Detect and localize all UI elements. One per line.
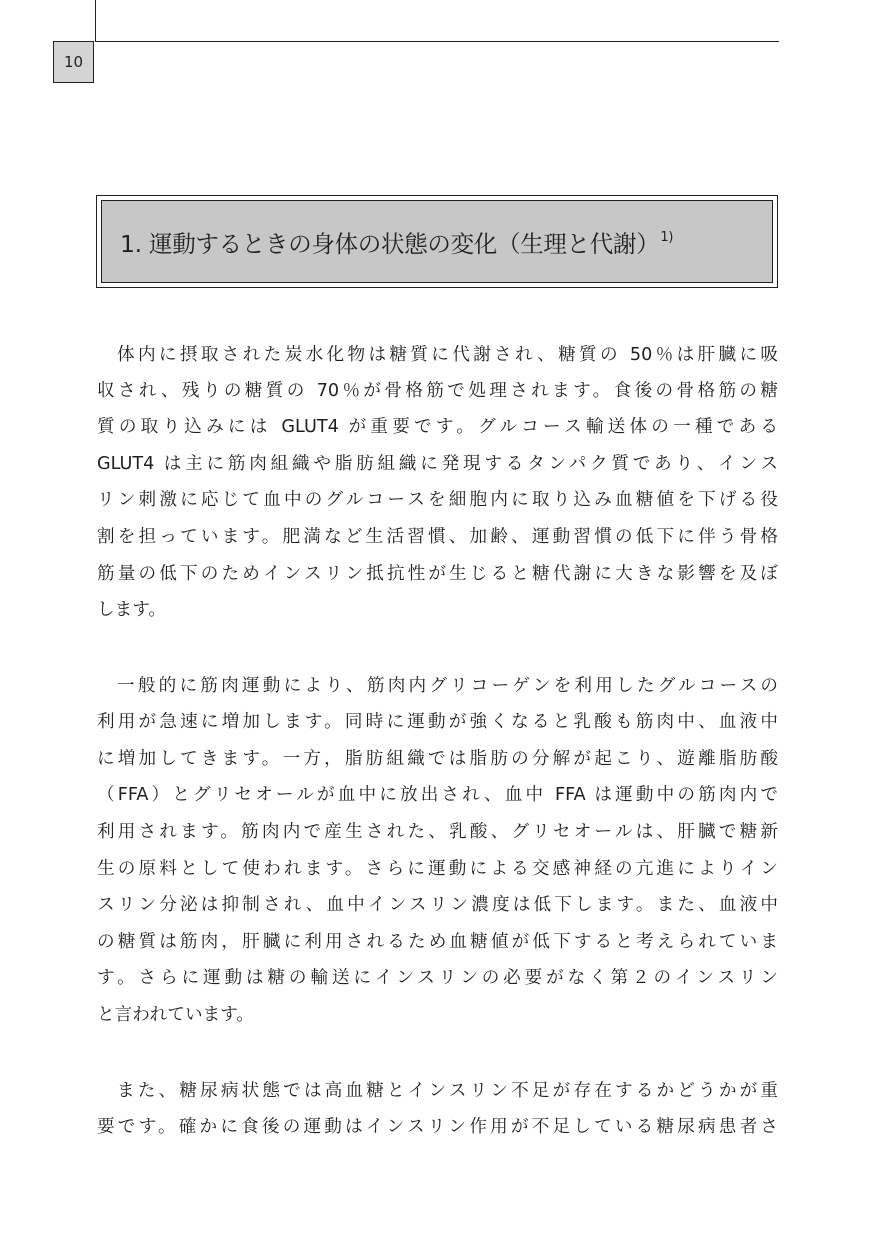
paragraph-1-line-3: 質の取り込みには GLUT4 が重要です。グルコース輸送体の一種である xyxy=(97,417,778,437)
section-title-text: 1. 運動するときの身体の状態の変化（生理と代謝） xyxy=(120,229,660,258)
paragraph-1-line-4: GLUT4 は主に筋肉組織や脂肪組織に発現するタンパク質であり、インス xyxy=(97,454,778,474)
paragraph-2-line-7: スリン分泌は抑制され、血中インスリン濃度は低下します。また、血液中 xyxy=(97,895,778,915)
header-vertical-rule xyxy=(95,0,96,42)
paragraph-2-line-2: 利用が急速に増加します。同時に運動が強くなると乳酸も筋肉中、血液中 xyxy=(97,712,778,732)
paragraph-1-line-5: リン刺激に応じて血中のグルコースを細胞内に取り込み血糖値を下げる役 xyxy=(97,490,778,510)
section-title-box xyxy=(96,195,778,288)
paragraph-2-line-6: 生の原料として使われます。さらに運動による交感神経の亢進によりイン xyxy=(97,859,778,879)
paragraph-2-line-8: の糖質は筋肉，肝臓に利用されるため血糖値が低下すると考えられていま xyxy=(97,932,778,952)
paragraph-1-line-6: 割を担っています。肥満など生活習慣、加齢、運動習慣の低下に伴う骨格 xyxy=(97,527,778,547)
paragraph-1-line-2: 収され、残りの糖質の 70％が骨格筋で処理されます。食後の骨格筋の糖 xyxy=(97,381,778,401)
paragraph-3-line-2: 要です。確かに食後の運動はインスリン作用が不足している糖尿病患者さ xyxy=(97,1117,778,1137)
header-horizontal-rule xyxy=(95,41,779,42)
paragraph-1-line-7: 筋量の低下のためインスリン抵抗性が生じると糖代謝に大きな影響を及ぼ xyxy=(97,564,778,584)
paragraph-2-line-1: 一般的に筋肉運動により、筋肉内グリコーゲンを利用したグルコースの xyxy=(117,676,778,696)
page-number: 10 xyxy=(53,41,94,83)
paragraph-2-line-9: す。さらに運動は糖の輸送にインスリンの必要がなく第２のインスリン xyxy=(97,968,778,988)
paragraph-2-line-10: と言われています。 xyxy=(97,1005,254,1025)
paragraph-1-line-8: します。 xyxy=(97,600,166,620)
paragraph-1-line-1: 体内に摂取された炭水化物は糖質に代謝され、糖質の 50％は肝臓に吸 xyxy=(117,345,778,365)
section-title-reference: 1) xyxy=(660,229,674,245)
paragraph-3-line-1: また、糖尿病状態では高血糖とインスリン不足が存在するかどうかが重 xyxy=(117,1081,778,1101)
section-title xyxy=(120,225,673,259)
paragraph-2-line-3: に増加してきます。一方，脂肪組織では脂肪の分解が起こり、遊離脂肪酸 xyxy=(97,749,778,769)
section-title-inner xyxy=(101,200,773,283)
paragraph-2-line-4: （FFA）とグリセオールが血中に放出され、血中 FFA は運動中の筋肉内で xyxy=(97,785,778,805)
paragraph-2-line-5: 利用されます。筋肉内で産生された、乳酸、グリセオールは、肝臓で糖新 xyxy=(97,822,778,842)
